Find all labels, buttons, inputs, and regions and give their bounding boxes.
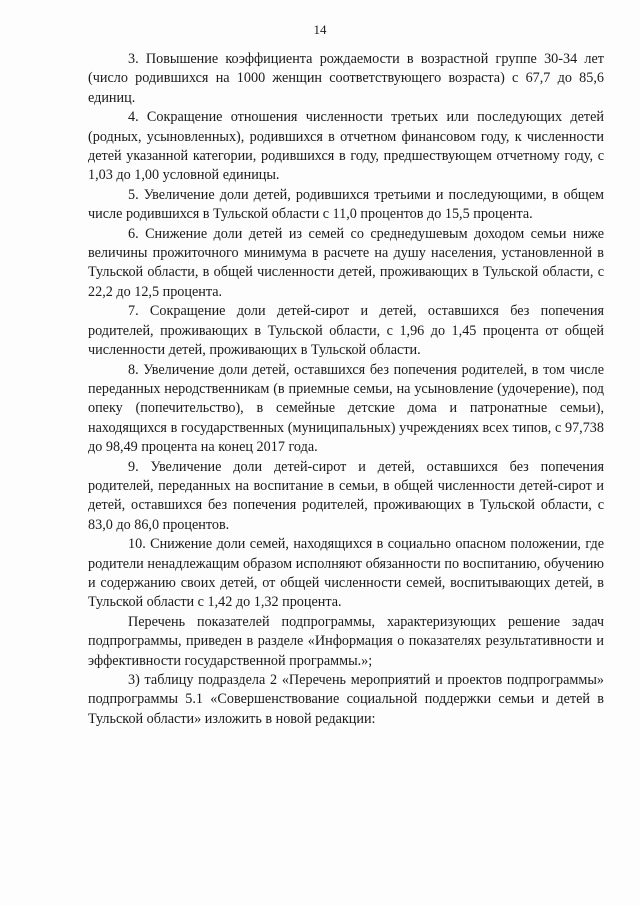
- paragraph-item-7: 7. Сокращение доли детей-сирот и детей, оставшихся без попечения родителей, проживающих в Тульской области, с 1,96 до 1,45 процента от общей численности детей, проживающих в Тульской области.: [88, 303, 604, 359]
- paragraph-item-5: 5. Увеличение доли детей, родившихся третьими и последующими, в общем числе родившихся в Тульской области с 11,0 процентов до 15,5 процента.: [88, 186, 604, 223]
- paragraph-item-8: 8. Увеличение доли детей, оставшихся без попечения родителей, в том числе переданных неродственникам (в приемные семьи, на усыновление (удочерение), под опеку (попечительство), в семейные детские дома и патронатные семьи), находящихся в государственных (муниципальных) учреждениях всех типов, с 97,738 до 98,49 процента на конец 2017 года.: [88, 361, 604, 456]
- paragraph-item-4: 4. Сокращение отношения численности третьих или последующих детей (родных, усыновленных), родившихся в отчетном финансовом году, к численности детей указанной категории, родившихся в году, предшествующем отчетному году, с 1,03 до 1,00 условной единицы.: [88, 109, 604, 184]
- page-number: 14: [313, 22, 327, 37]
- paragraph-item-9: 9. Увеличение доли детей-сирот и детей, оставшихся без попечения родителей, переданных на воспитание в семьи, в общей численности детей-сирот и детей, оставшихся без попечения родителей, проживающих в Тульской области, с 83,0 до 86,0 процентов.: [88, 458, 604, 533]
- paragraph-item-10: 10. Снижение доли семей, находящихся в социально опасном положении, где родители ненадлежащим образом исполняют обязанности по воспитанию, обучению и содержанию своих детей, от общей численности семей, воспитывающих детей, в Тульской области с 1,42 до 1,32 процента.: [88, 536, 604, 611]
- paragraph-item-6: 6. Снижение доли детей из семей со среднедушевым доходом семьи ниже величины прожиточного минимума в расчете на душу населения, установленной в Тульской области, в общей численности детей, проживающих в Тульской области, с 22,2 до 12,5 процента.: [88, 225, 604, 300]
- paragraph-item-3: 3. Повышение коэффициента рождаемости в возрастной группе 30-34 лет (число родившихся на 1000 женщин соответствующего возраста) с 67,7 до 85,6 единиц.: [88, 51, 604, 106]
- document-body: [88, 50, 604, 729]
- indicators-list-paragraph: Перечень показателей подпрограммы, характеризующих решение задач подпрограммы, приведен в разделе «Информация о показателях результативности и эффективности государственной программы.»;: [88, 613, 604, 669]
- table-amendment-paragraph: 3) таблицу подраздела 2 «Перечень мероприятий и проектов подпрограммы» подпрограммы 5.1 «Совершенствование социальной поддержки семьи и детей в Тульской области» изложить в новой редакции:: [88, 672, 604, 727]
